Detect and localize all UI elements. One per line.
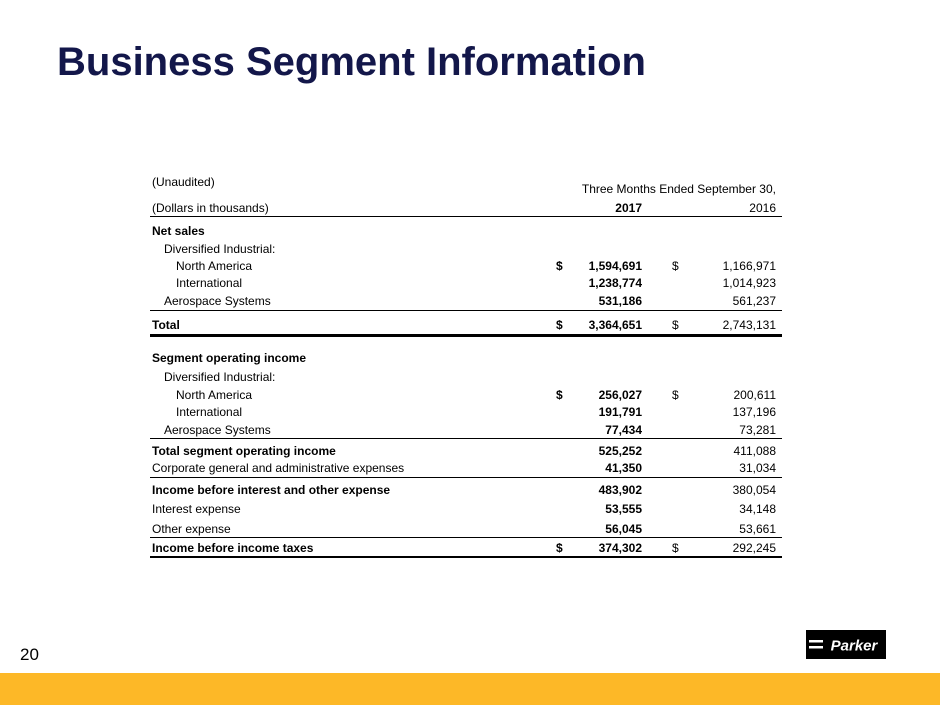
table-row [150,292,782,310]
currency-symbol: $ [556,388,563,402]
soi-header-row [150,349,782,367]
table-row [150,520,782,538]
diversified-industrial-label: Diversified Industrial: [164,370,276,384]
row-label: International [176,405,243,419]
row-label: International [176,276,243,290]
value-2017: 3,364,651 [588,318,642,332]
row-label: Interest expense [152,502,241,516]
currency-symbol: $ [672,541,679,555]
currency-symbol: $ [672,259,679,273]
value-2017: 1,238,774 [588,276,642,290]
currency-symbol: $ [672,388,679,402]
value-2016: 561,237 [732,294,776,308]
row-divider [150,477,782,478]
final-row [150,539,782,557]
value-2017: 531,186 [598,294,642,308]
value-2017: 483,902 [598,483,642,497]
table-row [150,240,782,258]
header-divider [150,216,782,217]
value-2016: 53,661 [739,522,776,536]
table-row [150,257,782,275]
table-row [150,421,782,439]
row-label: Other expense [152,522,231,536]
value-2016: 2,743,131 [722,318,776,332]
row-divider [150,438,782,439]
value-2017: 525,252 [598,444,642,458]
row-label: Income before income taxes [152,541,314,555]
row-label: Total [152,318,180,332]
value-2017: 77,434 [605,423,642,437]
table-row [150,481,782,499]
year-2016-header: 2016 [749,201,776,215]
row-label: Corporate general and administrative expenses [152,461,405,475]
currency-symbol: $ [556,541,563,555]
row-divider [150,310,782,311]
soi-header: Segment operating income [152,351,307,365]
table-row [150,442,782,460]
table-row [150,459,782,477]
table-row [150,274,782,292]
diversified-industrial-label: Diversified Industrial: [164,242,276,256]
value-2017: 191,791 [598,405,642,419]
value-2016: 411,088 [733,444,776,458]
logo-text: Parker [830,637,878,655]
value-2016: 1,166,971 [722,259,776,273]
value-2016: 34,148 [739,502,776,516]
row-divider [150,537,782,538]
header-row-period [150,180,782,198]
row-label: Total segment operating income [152,444,336,458]
row-label: Aerospace Systems [164,423,271,437]
total-row [150,316,782,334]
value-2017: 56,045 [605,522,642,536]
value-2017: 53,555 [605,502,642,516]
page-number: 20 [20,645,39,664]
net-sales-header: Net sales [152,224,205,238]
header-row-years [150,199,782,217]
value-2017: 41,350 [605,461,642,475]
table-row [150,368,782,386]
year-2017-header: 2017 [615,201,642,215]
currency-symbol: $ [672,318,679,332]
table-row [150,386,782,404]
row-label: North America [176,388,253,402]
currency-symbol: $ [556,318,563,332]
units-label: (Dollars in thousands) [152,201,269,215]
page-title: Business Segment Information [57,40,646,84]
value-2016: 292,245 [732,541,776,555]
net-sales-header-row [150,222,782,240]
value-2016: 31,034 [739,461,776,475]
row-label: Income before interest and other expense [152,483,391,497]
value-2017: 374,302 [598,541,642,555]
row-label: Aerospace Systems [164,294,271,308]
row-label: North America [176,259,253,273]
period-header: Three Months Ended September 30, [581,182,776,196]
value-2016: 380,054 [732,483,776,497]
value-2017: 256,027 [598,388,642,402]
currency-symbol: $ [556,259,563,273]
parker-logo [806,630,886,659]
final-rule [150,556,782,558]
value-2016: 1,014,923 [722,276,776,290]
total-double-rule [150,334,782,337]
unaudited-label: (Unaudited) [152,175,215,189]
table-row [150,403,782,421]
value-2017: 1,594,691 [588,259,642,273]
value-2016: 200,611 [733,388,776,402]
value-2016: 73,281 [739,423,776,437]
value-2016: 137,196 [732,405,776,419]
table-row [150,500,782,518]
footer-bar [0,673,940,705]
